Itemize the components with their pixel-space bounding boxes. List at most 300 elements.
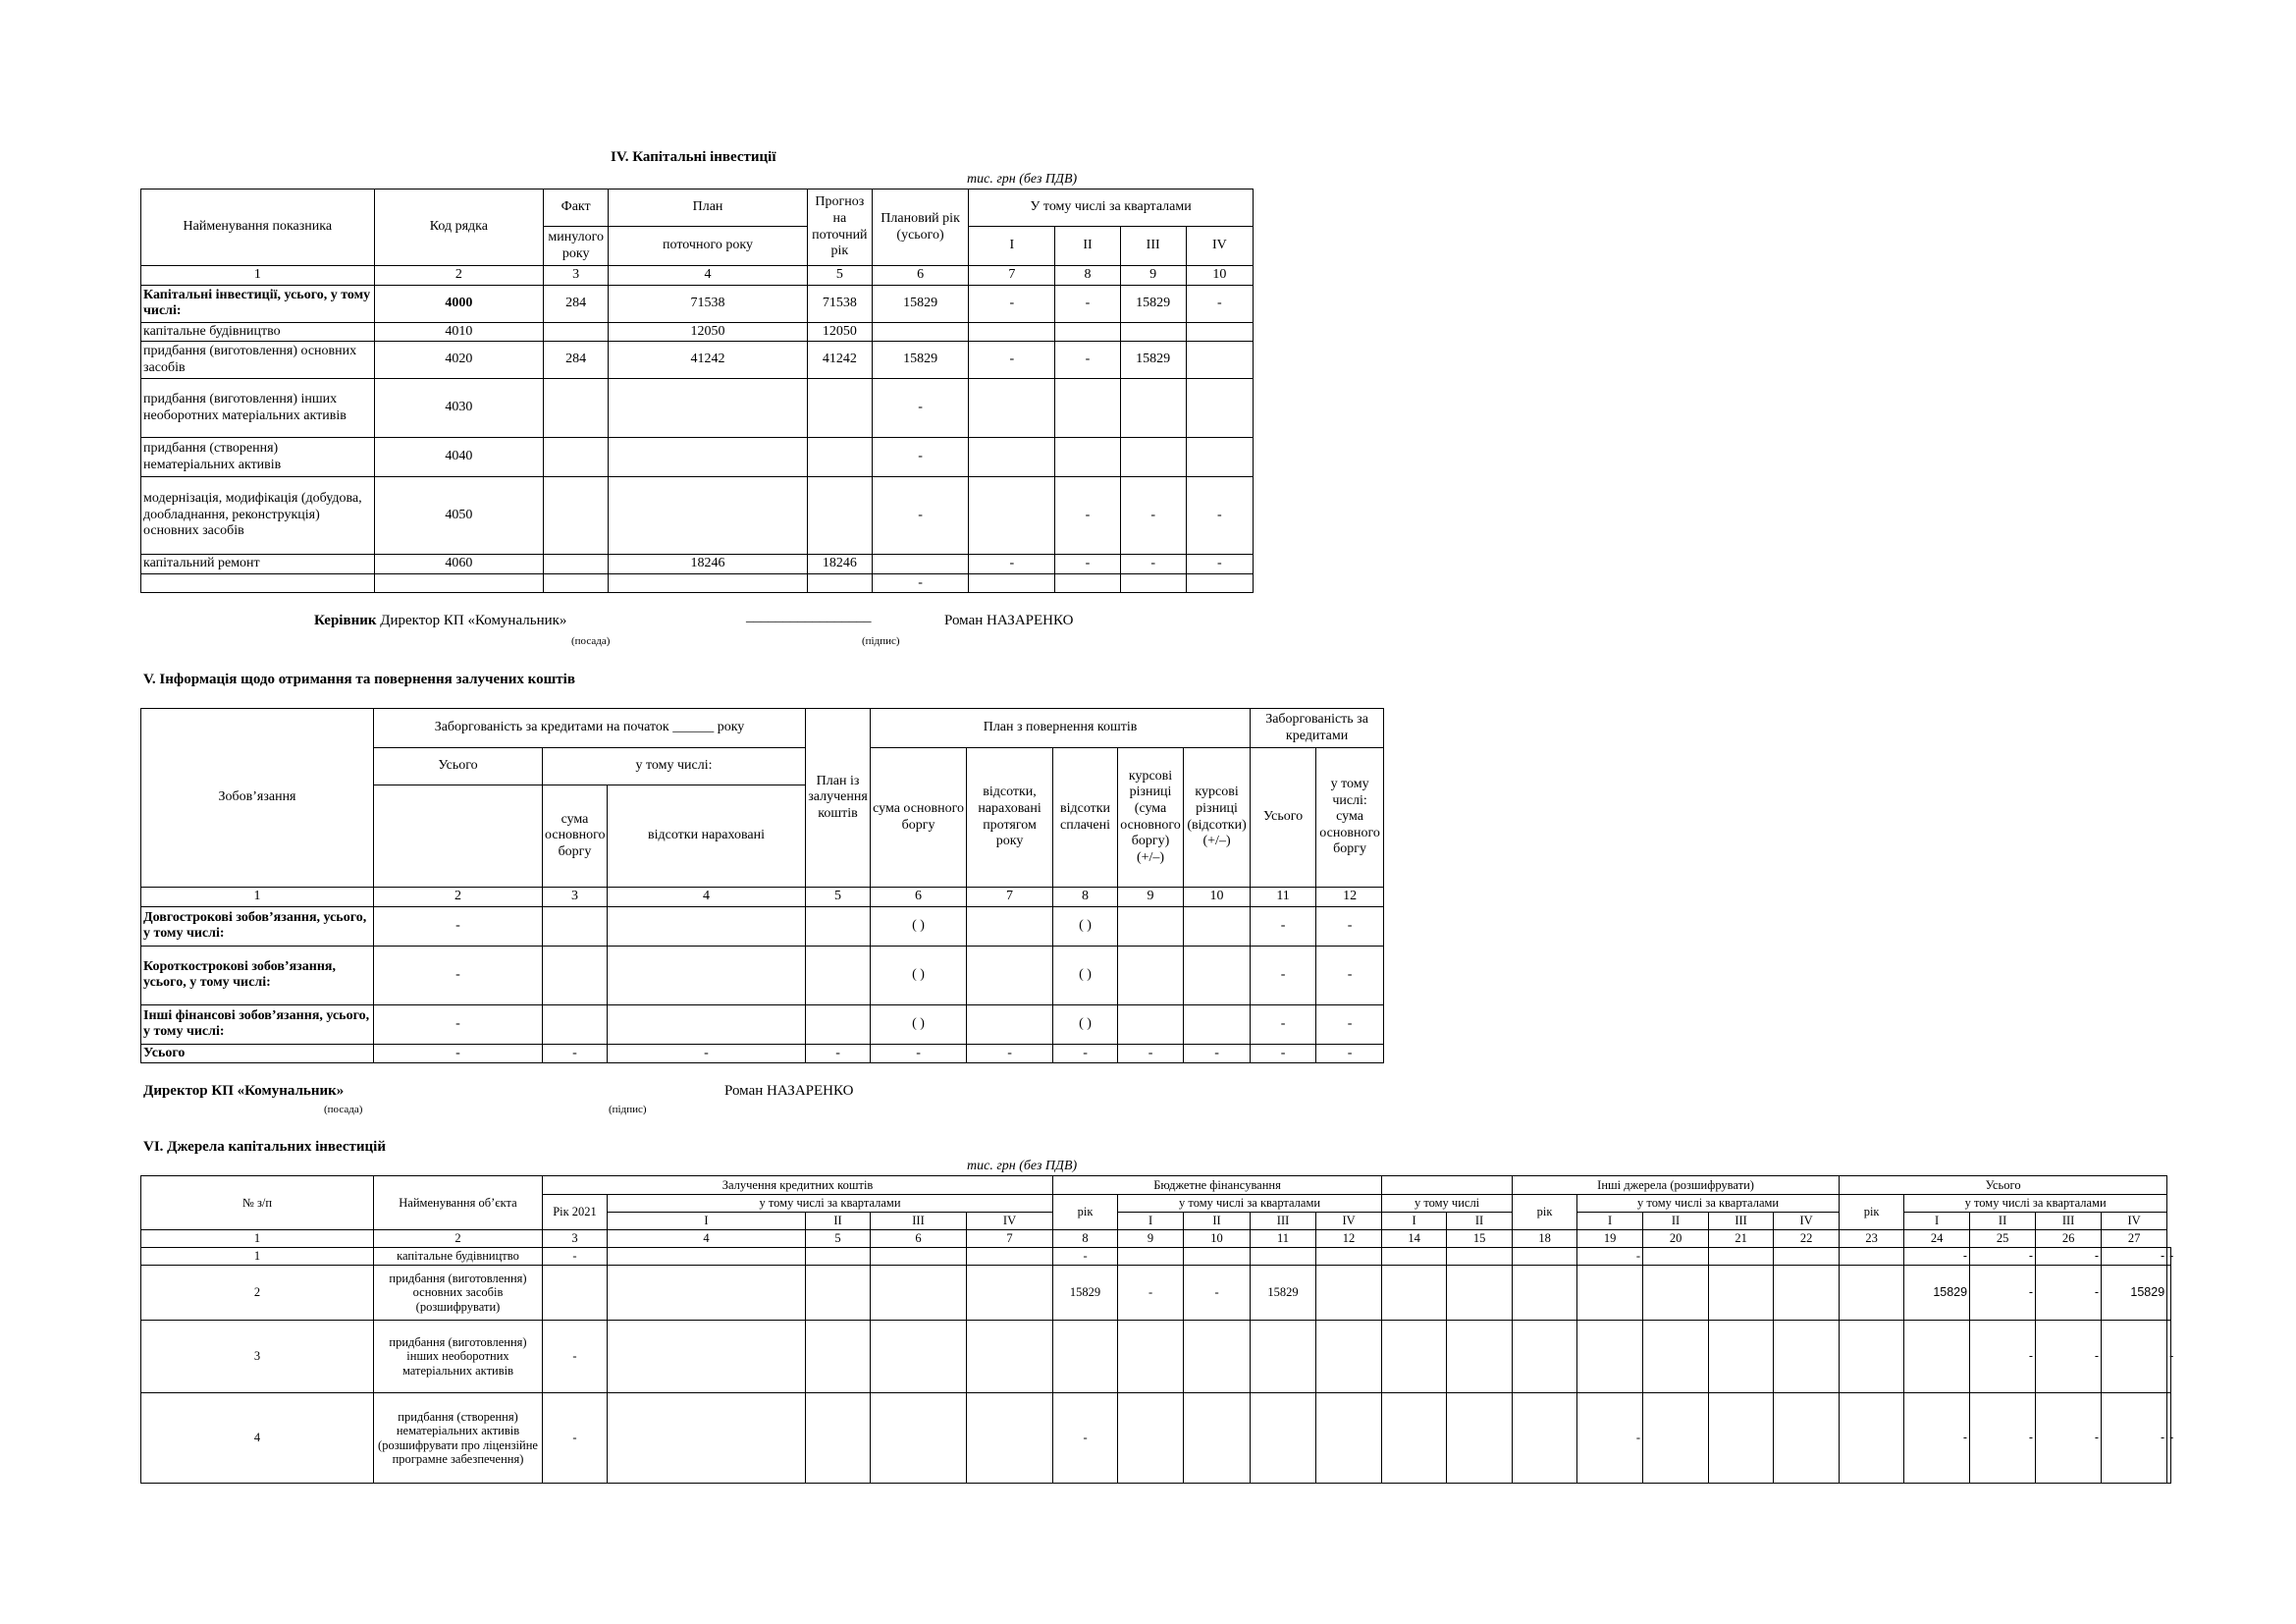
cell	[1513, 1321, 1577, 1393]
cell	[871, 1248, 967, 1266]
cell	[1184, 946, 1251, 1004]
cell: -	[1970, 1393, 2036, 1484]
cell-q1	[969, 477, 1055, 555]
cell-fact	[544, 322, 609, 342]
object-name: капітальне будівництво	[374, 1248, 543, 1266]
cell	[967, 1248, 1053, 1266]
colnum: 22	[1774, 1230, 1840, 1248]
cell	[1709, 1393, 1774, 1484]
colnum: 15	[1447, 1230, 1513, 1248]
cell	[1118, 906, 1184, 946]
colnum: 6	[871, 1230, 967, 1248]
cell: 15829	[1053, 1266, 1118, 1321]
hdr-forecast: Прогноз на поточний рік	[807, 189, 872, 266]
hdr-blank	[1382, 1176, 1513, 1195]
cell: -	[1251, 1004, 1316, 1044]
hdr-q: I	[608, 1213, 806, 1230]
cell	[1118, 946, 1184, 1004]
cell-q4	[1186, 379, 1253, 438]
hdr-principal: сума основного боргу	[543, 785, 608, 888]
hdr-debt-end: Заборгованість за кредитами	[1251, 709, 1384, 748]
cell: -	[1118, 1044, 1184, 1063]
cell: -	[543, 1248, 608, 1266]
cell-q3	[1120, 322, 1186, 342]
cell: -	[1904, 1393, 1970, 1484]
cell	[1118, 1004, 1184, 1044]
cell: -	[374, 1044, 543, 1063]
section5-title: V. Інформація щодо отримання та повернення залучених коштів	[143, 672, 575, 687]
cell	[1709, 1321, 1774, 1393]
object-name: придбання (створення) нематеріальних активів (розшифрувати про ліцензійне програмне забезпечення)	[374, 1393, 543, 1484]
hdr-quarters: У тому числі за кварталами	[969, 189, 1254, 227]
cell	[1251, 1393, 1316, 1484]
row-name: придбання (виготовлення) основних засобів	[141, 342, 375, 379]
colnum: 8	[1053, 888, 1118, 907]
hdr-plan-return: План з повернення коштів	[871, 709, 1251, 748]
cell: 15829	[1904, 1266, 1970, 1321]
hdr-q: IV	[2102, 1213, 2167, 1230]
cell	[1774, 1321, 1840, 1393]
cell: ( )	[871, 946, 967, 1004]
cell: -	[1316, 906, 1384, 946]
cell	[1184, 1321, 1251, 1393]
cell	[1184, 1393, 1251, 1484]
cell-forecast	[807, 477, 872, 555]
cell-fact	[544, 379, 609, 438]
hdr-credit-quarters: у тому числі за кварталами	[608, 1195, 1053, 1213]
cell: -	[1184, 1044, 1251, 1063]
cell-fact	[544, 555, 609, 574]
colnum: 18	[1513, 1230, 1577, 1248]
hdr-q: IV	[1316, 1213, 1382, 1230]
cell	[608, 1321, 806, 1393]
cell	[608, 1266, 806, 1321]
object-name: придбання (виготовлення) основних засобів (розшифрувати)	[374, 1266, 543, 1321]
colnum: 11	[1251, 1230, 1316, 1248]
row-code: 4040	[374, 438, 543, 477]
cell: -	[2102, 1393, 2167, 1484]
cell-plan	[609, 477, 808, 555]
cell	[871, 1393, 967, 1484]
cell-planned: -	[872, 477, 968, 555]
signature1-head-rest: Директор КП «Комунальник»	[376, 613, 567, 628]
cell-fact: 284	[544, 285, 609, 322]
cell-plan: 71538	[609, 285, 808, 322]
hdr-year2021: Рік 2021	[543, 1195, 608, 1230]
cell-planned	[872, 555, 968, 574]
cell	[1184, 1004, 1251, 1044]
cell-q1: -	[969, 285, 1055, 322]
hdr-num: № з/п	[141, 1176, 374, 1230]
table-row	[141, 573, 1254, 593]
hdr-plan-raise: План із залучення коштів	[806, 709, 871, 888]
table-row	[141, 1393, 2171, 1484]
hdr-fact-sub: минулого року	[544, 227, 609, 266]
cell: 15829	[2102, 1266, 2167, 1321]
signature2-name: Роман НАЗАРЕНКО	[724, 1083, 854, 1099]
row-name: Капітальні інвестиції, усього, у тому числі:	[141, 285, 375, 322]
cell	[1118, 1321, 1184, 1393]
cell: -	[1053, 1044, 1118, 1063]
section6-units: тис. грн (без ПДВ)	[967, 1159, 1078, 1173]
signature1-line: _________________	[746, 609, 872, 624]
cell: -	[1316, 1004, 1384, 1044]
borrowed-funds-table	[140, 708, 1384, 1063]
cell-q2	[1055, 322, 1120, 342]
cell: -	[1053, 1393, 1118, 1484]
cell-planned: -	[872, 438, 968, 477]
colnum: 2	[374, 888, 543, 907]
colnum: 12	[1316, 1230, 1382, 1248]
colnum: 4	[609, 266, 808, 286]
cell: ( )	[871, 1004, 967, 1044]
hdr-plan-sub: поточного року	[609, 227, 808, 266]
cell	[806, 1321, 871, 1393]
cell-fact	[544, 438, 609, 477]
cell-q3: -	[1120, 555, 1186, 574]
cell: -	[871, 1044, 967, 1063]
hdr-other-year: рік	[1513, 1195, 1577, 1230]
cell	[1840, 1321, 1904, 1393]
hdr-q: I	[1904, 1213, 1970, 1230]
hdr-q: III	[1709, 1213, 1774, 1230]
colnum: 9	[1120, 266, 1186, 286]
cell-q2: -	[1055, 477, 1120, 555]
colnum: 20	[1643, 1230, 1709, 1248]
section4-title: IV. Капітальні інвестиції	[611, 149, 776, 165]
cell: -	[374, 1004, 543, 1044]
table-row	[141, 1248, 2171, 1266]
cell	[1382, 1321, 1447, 1393]
row-code: 4050	[374, 477, 543, 555]
cell-q2	[1055, 573, 1120, 593]
cell	[1577, 1266, 1643, 1321]
colnum: 5	[806, 1230, 871, 1248]
cell-q4	[1186, 322, 1253, 342]
hdr-q4: IV	[1186, 227, 1253, 266]
cell: -	[2102, 1248, 2167, 1266]
hdr-object: Найменування об’єкта	[374, 1176, 543, 1230]
cell-q2: -	[1055, 555, 1120, 574]
hdr-budget-year: рік	[1053, 1195, 1118, 1230]
cell	[1774, 1393, 1840, 1484]
colnum: 10	[1184, 1230, 1251, 1248]
row-code: 4000	[374, 285, 543, 322]
hdr-fact: Факт	[544, 189, 609, 227]
colnum: 12	[1316, 888, 1384, 907]
row-name: Довгострокові зобов’язання, усього, у тому числі:	[141, 906, 374, 946]
cell: -	[1251, 946, 1316, 1004]
cell	[608, 1393, 806, 1484]
colnum: 10	[1186, 266, 1253, 286]
cell: ( )	[1053, 1004, 1118, 1044]
cell	[543, 946, 608, 1004]
cell-q2	[1055, 379, 1120, 438]
cell-q3	[1120, 379, 1186, 438]
cell	[871, 1321, 967, 1393]
table-row	[141, 322, 1254, 342]
colnum: 5	[807, 266, 872, 286]
cell	[2167, 1266, 2171, 1321]
cell-forecast: 71538	[807, 285, 872, 322]
cell	[967, 1004, 1053, 1044]
colnum: 2	[374, 1230, 543, 1248]
hdr-obligation: Зобов’язання	[141, 709, 374, 888]
cell	[1316, 1393, 1382, 1484]
hdr-q3: III	[1120, 227, 1186, 266]
colnum: 9	[1118, 1230, 1184, 1248]
colnum: 27	[2102, 1230, 2167, 1248]
cell-q4	[1186, 438, 1253, 477]
cell	[871, 1266, 967, 1321]
colnum: 2	[374, 266, 543, 286]
cell-q3: 15829	[1120, 285, 1186, 322]
cell	[806, 1004, 871, 1044]
cell	[806, 906, 871, 946]
cell	[1513, 1266, 1577, 1321]
colnum: 10	[1184, 888, 1251, 907]
cell: -	[1251, 906, 1316, 946]
hdr-other: Інші джерела (розшифрувати)	[1513, 1176, 1840, 1195]
capital-investments-table	[140, 189, 1254, 593]
colnum: 25	[1970, 1230, 2036, 1248]
cell	[1513, 1393, 1577, 1484]
row-name: придбання (виготовлення) інших необоротних матеріальних активів	[141, 379, 375, 438]
hdr-total: Усього	[1840, 1176, 2167, 1195]
cell-q1	[969, 573, 1055, 593]
cell: -	[1184, 1266, 1251, 1321]
colnum: 1	[141, 888, 374, 907]
hdr-code: Код рядка	[374, 189, 543, 266]
table-row	[141, 477, 1254, 555]
table-row	[141, 946, 1384, 1004]
row-num: 1	[141, 1248, 374, 1266]
cell	[1251, 1321, 1316, 1393]
cell: -	[2036, 1248, 2102, 1266]
signature1-head	[314, 613, 566, 629]
signature2-position-caption: (посада)	[324, 1104, 363, 1115]
cell-plan	[609, 573, 808, 593]
hdr-q: I	[1577, 1213, 1643, 1230]
hdr-plan: План	[609, 189, 808, 227]
hdr-credit: Залучення кредитних коштів	[543, 1176, 1053, 1195]
cell: -	[806, 1044, 871, 1063]
row-num: 2	[141, 1266, 374, 1321]
hdr-budget-quarters: у тому числі за кварталами	[1118, 1195, 1382, 1213]
investment-sources-table	[140, 1175, 2174, 1484]
table-row	[141, 285, 1254, 322]
cell-q4: -	[1186, 555, 1253, 574]
colnum: 4	[608, 1230, 806, 1248]
colnum: 6	[872, 266, 968, 286]
cell-plan	[609, 438, 808, 477]
cell-plan: 12050	[609, 322, 808, 342]
cell: -	[1970, 1321, 2036, 1393]
row-name	[141, 573, 375, 593]
row-code: 4020	[374, 342, 543, 379]
cell-forecast	[807, 438, 872, 477]
cell-forecast	[807, 379, 872, 438]
hdr-total-year: рік	[1840, 1195, 1904, 1230]
cell	[1382, 1248, 1447, 1266]
cell: -	[374, 946, 543, 1004]
cell: -	[1970, 1266, 2036, 1321]
cell-q4: -	[1186, 285, 1253, 322]
colnum: 4	[608, 888, 806, 907]
cell-forecast: 18246	[807, 555, 872, 574]
colnum: 21	[1709, 1230, 1774, 1248]
hdr-q: II	[806, 1213, 871, 1230]
cell	[806, 1393, 871, 1484]
row-name: Інші фінансові зобов’язання, усього, у тому числі:	[141, 1004, 374, 1044]
cell: -	[2036, 1321, 2102, 1393]
cell-planned: 15829	[872, 285, 968, 322]
cell	[1316, 1266, 1382, 1321]
hdr-fx-principal: курсові різниці (сума основного боргу) (+/–)	[1118, 748, 1184, 888]
cell-fact	[544, 477, 609, 555]
hdr-total: Усього	[374, 748, 543, 785]
cell: -	[1251, 1044, 1316, 1063]
hdr-ret-interest-paid: відсотки сплачені	[1053, 748, 1118, 888]
table-row	[141, 555, 1254, 574]
colnum: 23	[1840, 1230, 1904, 1248]
table-row	[141, 438, 1254, 477]
cell	[1643, 1393, 1709, 1484]
cell	[1118, 1248, 1184, 1266]
cell	[1447, 1248, 1513, 1266]
signature1-head-bold: Керівник	[314, 613, 377, 628]
row-name: модернізація, модифікація (добудова, дообладнання, реконструкція) основних засобів	[141, 477, 375, 555]
cell-planned: -	[872, 573, 968, 593]
cell: ( )	[1053, 946, 1118, 1004]
cell	[2102, 1321, 2167, 1393]
cell-planned: 15829	[872, 342, 968, 379]
cell: -	[1577, 1248, 1643, 1266]
colnum: 8	[1055, 266, 1120, 286]
colnum: 3	[544, 266, 609, 286]
hdr-q: I	[1382, 1213, 1447, 1230]
colnum: 8	[1053, 1230, 1118, 1248]
table-row	[141, 379, 1254, 438]
signature1-position-caption: (посада)	[571, 635, 611, 647]
cell-q1	[969, 379, 1055, 438]
cell	[1184, 906, 1251, 946]
cell	[1643, 1248, 1709, 1266]
cell	[1643, 1266, 1709, 1321]
hdr-other-quarters: у тому числі за кварталами	[1577, 1195, 1840, 1213]
table-row	[141, 342, 1254, 379]
cell-q3: 15829	[1120, 342, 1186, 379]
hdr-ret-interest-accrued: відсотки, нараховані протягом року	[967, 748, 1053, 888]
signature1-name: Роман НАЗАРЕНКО	[944, 613, 1074, 628]
table-row	[141, 1004, 1384, 1044]
table-row	[141, 1321, 2171, 1393]
hdr-incl: у тому числі:	[543, 748, 806, 785]
colnum-row	[141, 1230, 2171, 1248]
colnum: 3	[543, 1230, 608, 1248]
cell	[1577, 1321, 1643, 1393]
hdr-q: I	[1118, 1213, 1184, 1230]
cell-plan: 41242	[609, 342, 808, 379]
hdr-fx-interest: курсові різниці (відсотки) (+/–)	[1184, 748, 1251, 888]
section4-units: тис. грн (без ПДВ)	[967, 172, 1078, 187]
hdr-q2: II	[1055, 227, 1120, 266]
cell	[543, 1266, 608, 1321]
row-code: 4010	[374, 322, 543, 342]
cell	[806, 1266, 871, 1321]
cell	[608, 1004, 806, 1044]
cell	[967, 1393, 1053, 1484]
colnum: 7	[969, 266, 1055, 286]
cell	[608, 946, 806, 1004]
cell	[1840, 1393, 1904, 1484]
cell-fact	[544, 573, 609, 593]
cell	[1643, 1321, 1709, 1393]
cell	[1447, 1266, 1513, 1321]
hdr-q: III	[871, 1213, 967, 1230]
hdr-incl: у тому числі	[1382, 1195, 1513, 1213]
cell	[967, 946, 1053, 1004]
cell: -	[2036, 1266, 2102, 1321]
hdr-end-incl: у тому числі: сума основного боргу	[1316, 748, 1384, 888]
row-name: капітальне будівництво	[141, 322, 375, 342]
table-row	[141, 1266, 2171, 1321]
colnum: 7	[967, 1230, 1053, 1248]
cell: -	[1970, 1248, 2036, 1266]
colnum: 6	[871, 888, 967, 907]
cell-forecast: 12050	[807, 322, 872, 342]
cell-q4	[1186, 573, 1253, 593]
cell-q2	[1055, 438, 1120, 477]
cell	[1709, 1248, 1774, 1266]
cell-plan	[609, 379, 808, 438]
cell: -	[967, 1044, 1053, 1063]
cell-q1: -	[969, 342, 1055, 379]
row-name: Усього	[141, 1044, 374, 1063]
row-name: капітальний ремонт	[141, 555, 375, 574]
hdr-end-total: Усього	[1251, 748, 1316, 888]
cell: -	[1316, 946, 1384, 1004]
hdr-budget: Бюджетне фінансування	[1053, 1176, 1382, 1195]
cell	[1709, 1266, 1774, 1321]
cell-q3: -	[1120, 477, 1186, 555]
cell: 15829	[1251, 1266, 1316, 1321]
cell-fact: 284	[544, 342, 609, 379]
colnum: 19	[1577, 1230, 1643, 1248]
cell: -	[2036, 1393, 2102, 1484]
colnum: 11	[1251, 888, 1316, 907]
row-num: 3	[141, 1321, 374, 1393]
cell: -	[1577, 1393, 1643, 1484]
row-name: придбання (створення) нематеріальних активів	[141, 438, 375, 477]
cell: -	[543, 1044, 608, 1063]
cell	[608, 906, 806, 946]
colnum: 1	[141, 266, 375, 286]
cell-q2: -	[1055, 285, 1120, 322]
cell: -	[2167, 1321, 2171, 1393]
hdr-q: II	[1184, 1213, 1251, 1230]
row-num: 4	[141, 1393, 374, 1484]
cell: -	[1118, 1266, 1184, 1321]
cell	[1053, 1321, 1118, 1393]
hdr-q: II	[1447, 1213, 1513, 1230]
hdr-empty	[374, 785, 543, 888]
colnum: 24	[1904, 1230, 1970, 1248]
object-name: придбання (виготовлення) інших необоротних матеріальних активів	[374, 1321, 543, 1393]
section6-title: VI. Джерела капітальних інвестицій	[143, 1139, 386, 1155]
cell: ( )	[1053, 906, 1118, 946]
cell: ( )	[871, 906, 967, 946]
